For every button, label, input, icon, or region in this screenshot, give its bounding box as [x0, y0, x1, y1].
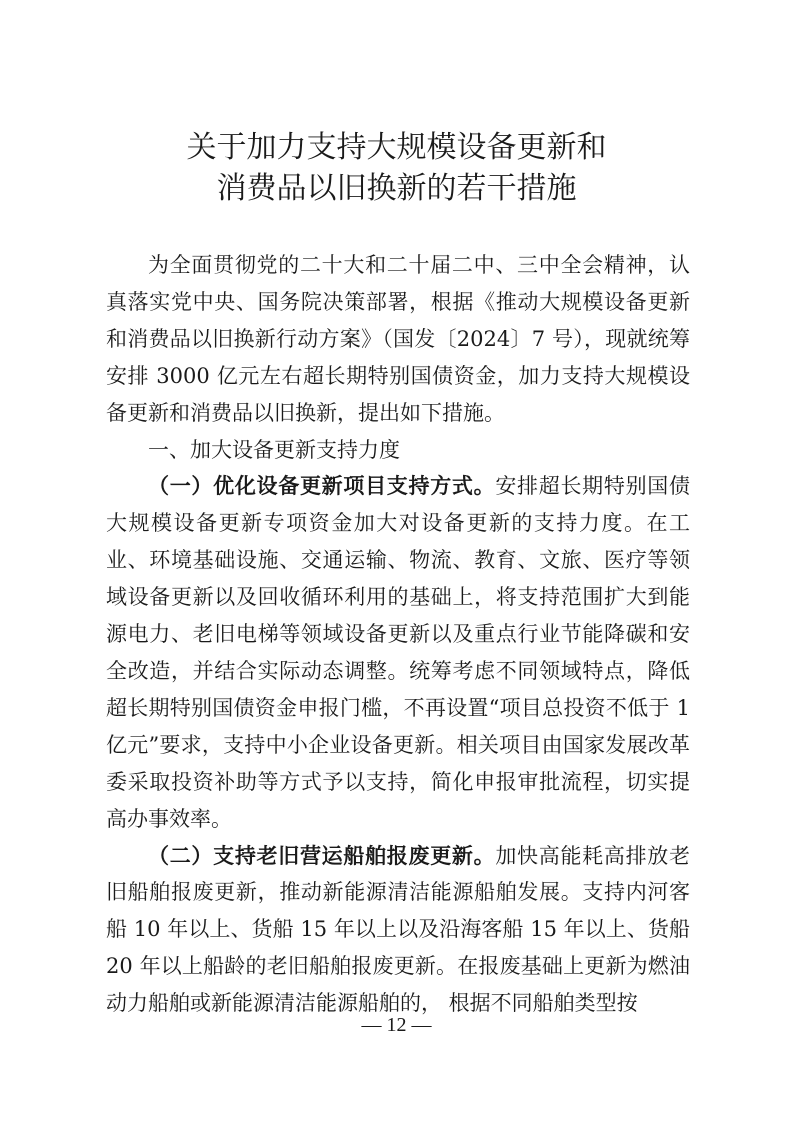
item-2-text: 加快高能耗高排放老旧船舶报废更新，推动新能源清洁能源船舶发展。支持内河客船 10 年以上、货船 15 年以上以及沿海客船 15 年以上、货船 20 年以上船龄的老旧船舶报废更新。在报废基础上更新为燃油动力船舶或新能源清洁能源船舶的， 根据不同船舶类型按	[106, 843, 691, 1016]
intro-paragraph: 为全面贯彻党的二十大和二十届二中、三中全会精神，认真落实党中央、国务院决策部署，根据《推动大规模设备更新和消费品以旧换新行动方案》（国发〔2024〕7 号），现就统筹安排 3000 亿元左右超长期特别国债资金，加力支持大规模设备更新和消费品以旧换新，提出如下措施。	[106, 253, 690, 425]
page-number: — 12 —	[361, 1014, 432, 1036]
item-2-paragraph	[106, 838, 690, 1023]
section-heading: 一、加大设备更新支持力度	[148, 437, 400, 462]
item-1-heading: （一）优化设备更新项目支持方式。	[148, 474, 496, 499]
title-line-1: 关于加力支持大规模设备更新和	[186, 130, 607, 165]
item-2-heading: （二）支持老旧营运船舶报废更新。	[148, 843, 496, 868]
title-line-2: 消费品以旧换新的若干措施	[216, 171, 577, 206]
item-1-text: 安排超长期特别国债大规模设备更新专项资金加大对设备更新的支持力度。在工业、环境基础设施、交通运输、物流、教育、文旅、医疗等领域设备更新以及回收循环利用的基础上，将支持范围扩大到能源电力、老旧电梯等领域设备更新以及重点行业节能降碳和安全改造，并结合实际动态调整。统筹考虑不同领域特点，降低超长期特别国债资金申报门槛，不再设置“项目总投资不低于 1 亿元”要求，支持中小企业设备更新。相关项目由国家发展改革委采取投资补助等方式予以支持，简化申报审批流程，切实提高办事效率。	[106, 474, 691, 831]
document-body	[106, 247, 690, 1022]
item-1-paragraph	[106, 468, 690, 837]
